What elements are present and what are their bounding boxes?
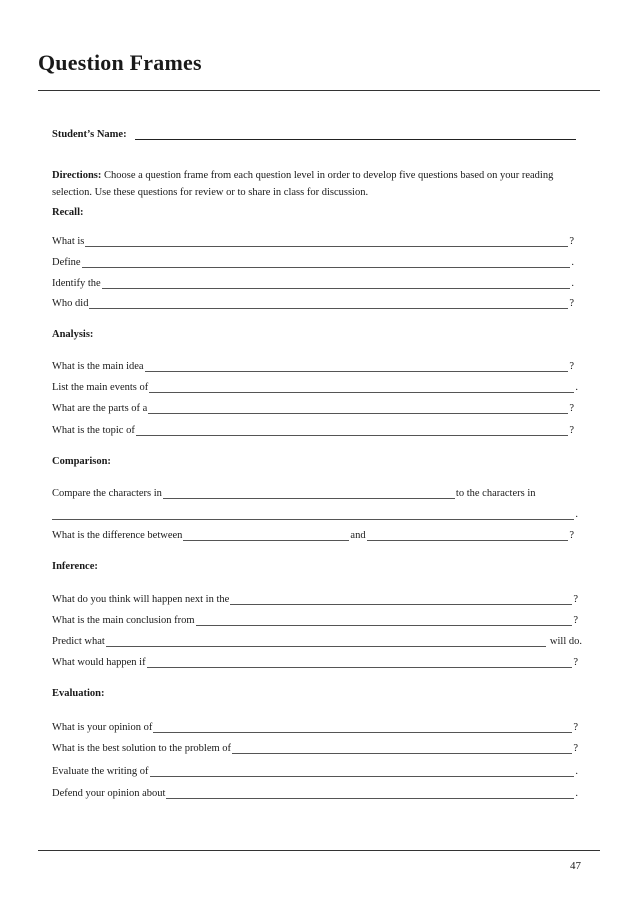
answer-blank[interactable] [153,722,572,733]
page-title: Question Frames [38,50,202,75]
evaluation-frame-4: Defend your opinion about . [52,788,578,799]
inference-frame-2: What is the main conclusion from ? [52,615,578,626]
answer-blank[interactable] [102,278,571,289]
comparison-heading: Comparison: [52,456,111,467]
answer-blank[interactable] [367,530,569,541]
directions-label: Directions: [52,170,102,181]
inference-heading: Inference: [52,561,98,572]
answer-blank[interactable] [82,257,571,268]
analysis-frame-3: What are the parts of a ? [52,403,574,414]
directions-text: Choose a question frame from each question level in order to develop five questions based on your reading selection. Use these questions for review or to share in class for discussion. [52,170,554,198]
analysis-heading: Analysis: [52,329,94,340]
answer-blank[interactable] [163,488,455,499]
answer-blank[interactable] [183,530,349,541]
comparison-frame-1: Compare the characters in to the characters in [52,488,536,499]
inference-frame-3: Predict what will do. [52,636,582,647]
answer-blank[interactable] [85,236,568,247]
evaluation-frame-3: Evaluate the writing of . [52,766,578,777]
recall-frame-1: What is ? [52,236,574,247]
analysis-frame-4: What is the topic of ? [52,425,574,436]
analysis-frame-1: What is the main idea ? [52,361,574,372]
answer-blank[interactable] [149,382,574,393]
student-name-label: Student’s Name: [52,129,127,140]
answer-blank[interactable] [148,403,568,414]
analysis-frame-2: List the main events of . [52,382,578,393]
directions-paragraph [52,167,582,201]
answer-blank[interactable] [166,788,574,799]
recall-frame-4: Who did ? [52,298,574,309]
inference-frame-4: What would happen if ? [52,657,578,668]
page-number: 47 [570,860,581,872]
answer-blank[interactable] [145,361,569,372]
answer-blank[interactable] [52,509,574,520]
comparison-frame-3: What is the difference between and ? [52,530,574,541]
evaluation-heading: Evaluation: [52,688,105,699]
answer-blank[interactable] [106,636,546,647]
comparison-frame-2: . [52,506,578,520]
answer-blank[interactable] [230,594,572,605]
answer-blank[interactable] [89,298,568,309]
student-name-field[interactable] [135,127,576,140]
title-divider [38,90,600,91]
answer-blank[interactable] [136,425,569,436]
recall-frame-2: Define . [52,257,574,268]
answer-blank[interactable] [150,766,575,777]
footer-divider [38,850,600,851]
evaluation-frame-1: What is your opinion of ? [52,722,578,733]
inference-frame-1: What do you think will happen next in the ? [52,594,578,605]
answer-blank[interactable] [147,657,573,668]
recall-frame-3: Identify the . [52,278,574,289]
answer-blank[interactable] [232,743,572,754]
evaluation-frame-2: What is the best solution to the problem of ? [52,743,578,754]
answer-blank[interactable] [196,615,573,626]
student-name-row [52,124,576,140]
recall-heading: Recall: [52,207,84,218]
